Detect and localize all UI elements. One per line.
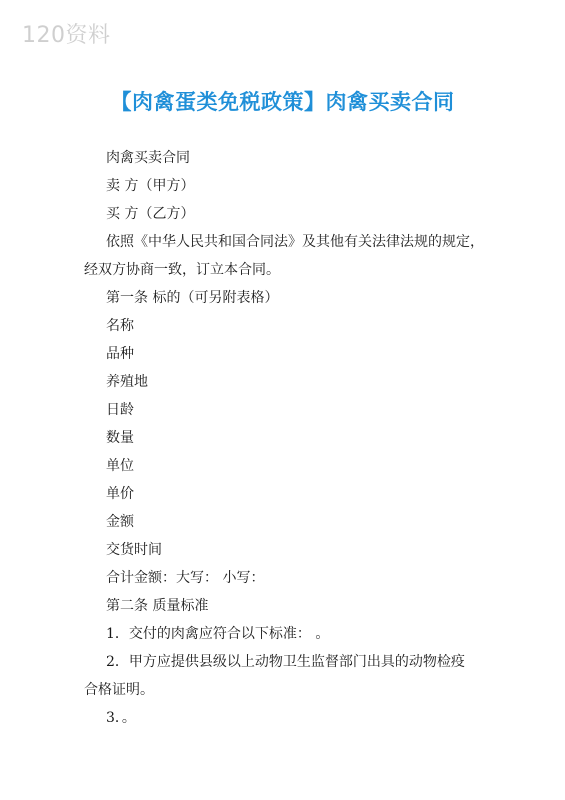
document-title: 【肉禽蛋类免税政策】肉禽买卖合同 — [110, 90, 455, 114]
contract-heading: 肉禽买卖合同 — [106, 150, 190, 166]
clause-2-line-1: 2．甲方应提供县级以上动物卫生监督部门出具的动物检疫 — [106, 654, 465, 670]
clause-3: 3．。 — [106, 710, 136, 726]
field-delivery-time: 交货时间 — [106, 542, 162, 558]
field-unit-price: 单价 — [106, 486, 134, 502]
total-amount-line: 合计金额：大写： 小写： — [106, 570, 265, 586]
clause-2-line-2: 合格证明。 — [84, 682, 154, 698]
clause-1: 1．交付的肉禽应符合以下标准： 。 — [106, 626, 330, 642]
field-name: 名称 — [106, 318, 134, 334]
preamble-line-1: 依照《中华人民共和国合同法》及其他有关法律法规的规定， — [106, 234, 484, 250]
field-unit: 单位 — [106, 458, 134, 474]
field-variety: 品种 — [106, 346, 134, 362]
watermark-logo: 120资料 — [22, 23, 111, 48]
document-body — [84, 144, 504, 732]
article-2-heading: 第二条 质量标准 — [106, 598, 209, 614]
buyer-line: 买 方（乙方） — [106, 206, 195, 222]
field-amount: 金额 — [106, 514, 134, 530]
field-farm-location: 养殖地 — [106, 374, 148, 390]
preamble-line-2: 经双方协商一致，订立本合同。 — [84, 262, 280, 278]
article-1-heading: 第一条 标的（可另附表格） — [106, 290, 279, 306]
field-age-days: 日龄 — [106, 402, 134, 418]
seller-line: 卖 方（甲方） — [106, 178, 195, 194]
field-quantity: 数量 — [106, 430, 134, 446]
